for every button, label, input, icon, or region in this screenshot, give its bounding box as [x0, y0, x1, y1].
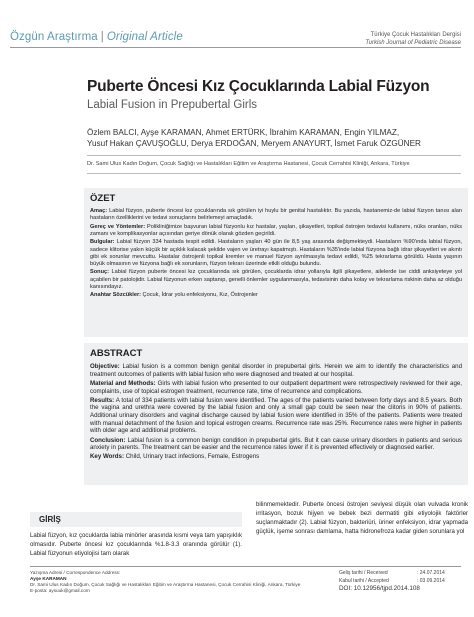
- ozet-keywords: [90, 292, 462, 299]
- abstract-results: [90, 397, 462, 436]
- abstract-objective-text: Labial fusion is a common benign genital disorder in prepubertal girls. Herein we aim to identify the characteristics and treatment outcomes of patients with labial fusion who were diagnosed and treated at our hospital.: [90, 363, 462, 378]
- section-separator: |: [100, 31, 104, 43]
- abstract-conclusion-text: Labial fusion is a common benign condition in prepubertal girls. But it can cause urinary disorders in patients and serious anxiety in parents. The treatment can be easier and the recurrence rates lower if it is prevented effectively or diagnosed earlier.: [90, 436, 463, 452]
- affiliation-divider-bottom: [87, 173, 461, 174]
- header-divider: [10, 47, 461, 48]
- doi: DOI: 10.12956/tjpd.2014.108: [339, 585, 420, 593]
- abstract-keywords-label: Key Words:: [90, 453, 125, 461]
- journal-name-tr: Türkiye Çocuk Hastalıkları Dergisi: [370, 32, 461, 38]
- giris-heading: GİRİŞ: [39, 515, 61, 524]
- footer-divider: [30, 566, 461, 567]
- accepted-label: Kabul tarihi / Accepted: [339, 577, 389, 584]
- abstract-methods-label: Material and Methods:: [90, 379, 156, 387]
- abstract-results-label: Results:: [90, 396, 115, 404]
- correspondence-address: Dr. Sami Ulus Kadın Doğum, Çocuk Sağlığı ve Hastalıkları Eğitim ve Araştırma Hastanesi, Çocuk Cerrahisi Kliniği, Ankara, Türkiye: [30, 582, 301, 588]
- article-title-tr: Puberte Öncesi Kız Çocuklarında Labial Füzyon: [87, 78, 430, 95]
- accepted-row: [339, 578, 445, 586]
- ozet-heading: ÖZET: [90, 193, 116, 204]
- ozet-gerec-label: Gereç ve Yöntemler:: [90, 223, 146, 230]
- abstract-objective: [90, 363, 462, 378]
- correspondence-block: [30, 570, 300, 594]
- journal-name-en: Turkish Journal of Pediatric Disease: [365, 40, 461, 46]
- ozet-bulgular: [90, 239, 462, 268]
- ozet-sonuc: [90, 269, 462, 290]
- abstract-box-tr: [84, 188, 468, 337]
- giris-column-1: Labial füzyon, kız çocuklarda labia minörler arasında kısmi veya tam yapışıklık olmasıdır. Puberte öncesi kız çocuklarında %1.8-3.3 oranında görülür (1). Labial füzyonun etiyolojisi tam olarak: [30, 532, 242, 557]
- section-label: [10, 31, 183, 43]
- abstract-objective-label: Objective:: [90, 363, 120, 370]
- abstract-conclusion-label: Conclusion:: [90, 436, 126, 444]
- correspondence-name: Ayşe KARAMAN: [30, 576, 67, 582]
- ozet-gerec-text: Polikliniğimize başvuran labial füzyonlu kız hastalar, yaşları, şikayetleri, topikal östrojen tedavisi kullanımı, nüks oranları, nüks zamanı ve komplikasyonlar açısından geriye dönük olarak gözden geçirildi.: [90, 223, 462, 237]
- article-dates: [339, 570, 445, 593]
- ozet-amac-text: Labial füzyon, puberte öncesi kız çocuklarında sık görülen iyi huylu bir genital hastalıktır. Bu yazıda, hastanemiz-de labial füzyon tanısı alan hastaların özelliklerini ve tedavi sonuçlarını belirlemeyi amaçladık.: [90, 208, 462, 222]
- ozet-keywords-label: Anahtar Sözcükler:: [90, 292, 141, 299]
- section-label-en: Original Article: [106, 31, 183, 43]
- giris-heading-bar: [30, 512, 242, 527]
- giris-column-2: bilinmemektedir. Puberte öncesi östrojen seviyesi düşük olan vulvada kronik irritasyon, bozuk hijyen ve bebek bezi dermatiti gibi etiyolojik faktörler suçlanmaktadır (2). Labial füzyon, bakteriüri, üriner enfeksiyon, idrar yapmada güçlük, işeme sonrası damlama, hatta hidronefroza kadar giden sorunlara yol: [256, 501, 468, 535]
- ozet-body: [90, 208, 462, 299]
- correspondence-email: E-posta: aysuuk@gmail.com: [30, 588, 90, 594]
- abstract-keywords-text: Child, Urinary tract infections, Female, Estrogens: [125, 453, 260, 461]
- abstract-body: [90, 363, 462, 461]
- author-list: [87, 127, 467, 149]
- journal-name: [365, 31, 461, 47]
- affiliation: Dr. Sami Ulus Kadın Doğum, Çocuk Sağlığı ve Hastalıkları Eğitim ve Araştırma Hastanesi, Çocuk Cerrahisi Kliniği, Ankara, Türkiye: [87, 161, 410, 167]
- abstract-results-text: A total of 334 patients with labial fusion were identified. The ages of the patients varied between forty days and 8.5 years. Both the vagina and urethra were covered by the labial fusion and only a small gap could be seen near the clitoris in 90% of patients. Additional urinary disorders and vaginal discharge caused by labial fusion were identified in 35% of the patients. Patients were treated with manual detachment of the fusion and topical estrogen creams. Recurrence rate was 25%. Recurrence rates were higher in patients with older age and additional problems.: [90, 396, 463, 435]
- ozet-keywords-text: Çocuk, İdrar yolu enfeksiyonu, Kız, Östrojenler: [142, 292, 258, 299]
- abstract-conclusion: [90, 437, 462, 452]
- ozet-gerec: [90, 224, 462, 238]
- ozet-sonuc-label: Sonuç:: [90, 269, 109, 276]
- abstract-methods-text: Girls with labial fusion who presented to our outpatient department were retrospectively reviewed for their age, complaints, use of topical estrogen treatment, recurrence rate, time of recurrence and complications.: [90, 379, 463, 395]
- article-title-en: Labial Fusion in Prepubertal Girls: [87, 99, 258, 111]
- authors-line-2: Yusuf Hakan ÇAVUŞOĞLU, Derya ERDOĞAN, Meryem ANAYURT, İsmet Faruk ÖZGÜNER: [87, 139, 421, 148]
- received-row: [339, 570, 445, 578]
- correspondence-label: Yazışma Adresi / Correspondence Address:: [30, 570, 121, 575]
- received-date: : 24.07.2014: [417, 570, 445, 576]
- abstract-keywords: [90, 453, 462, 461]
- ozet-amac: [90, 208, 462, 222]
- abstract-heading: ABSTRACT: [90, 348, 143, 359]
- received-label: Geliş tarihi / Received: [339, 570, 388, 576]
- accepted-date: : 03.09.2014: [417, 577, 445, 584]
- authors-line-1: Özlem BALCI, Ayşe KARAMAN, Ahmet ERTÜRK, İbrahim KARAMAN, Engin YILMAZ,: [87, 128, 400, 137]
- abstract-box-en: [84, 343, 468, 485]
- ozet-amac-label: Amaç:: [90, 208, 108, 214]
- ozet-bulgular-label: Bulgular:: [90, 239, 115, 246]
- section-label-tr: Özgün Araştırma: [10, 31, 98, 43]
- ozet-sonuc-text: Labial füzyon puberte öncesi kız çocuklarında sık görülen, çocuklarda idrar yollarıyla ilgili şikayetlere, ailelerde ise ciddi anksiyeteye yol açabilen bir patolojidir. Labial füzyonun erken saptanıp, genelli önlemler uygulanmasıyla, tedavisinin daha kolay ve tekrarlama riskinin daha az olduğu kanısındayız.: [90, 269, 462, 290]
- abstract-methods: [90, 380, 462, 395]
- affiliation-divider-top: [87, 155, 461, 156]
- ozet-bulgular-text: Labial füzyon 334 hastada tespit edildi. Hastaların yaşları 40 gün ile 8,5 yaş arasında değişmekteydi. Hastaların %90'ında labial füzyon, sadece klitorise yakın küçük bir açıklık kalacak şekilde vajen ve üretrayı kapatmıştı. Hastaların %35'inde labial füzyona bağlı idrar şikayetleri ve akıntı gibi ek sorunlar mevcuttu. Hastalar östrojenli topikal kremler ve manuel füzyon ayrılmasıyla tedavi edildi, %25 tekrarlama görüldü. Hasta yaşının büyük olmasının ve füzyona bağlı ek sorunların, füzyon tekrarı üzerinde etkili olduğu bulundu.: [90, 239, 462, 267]
